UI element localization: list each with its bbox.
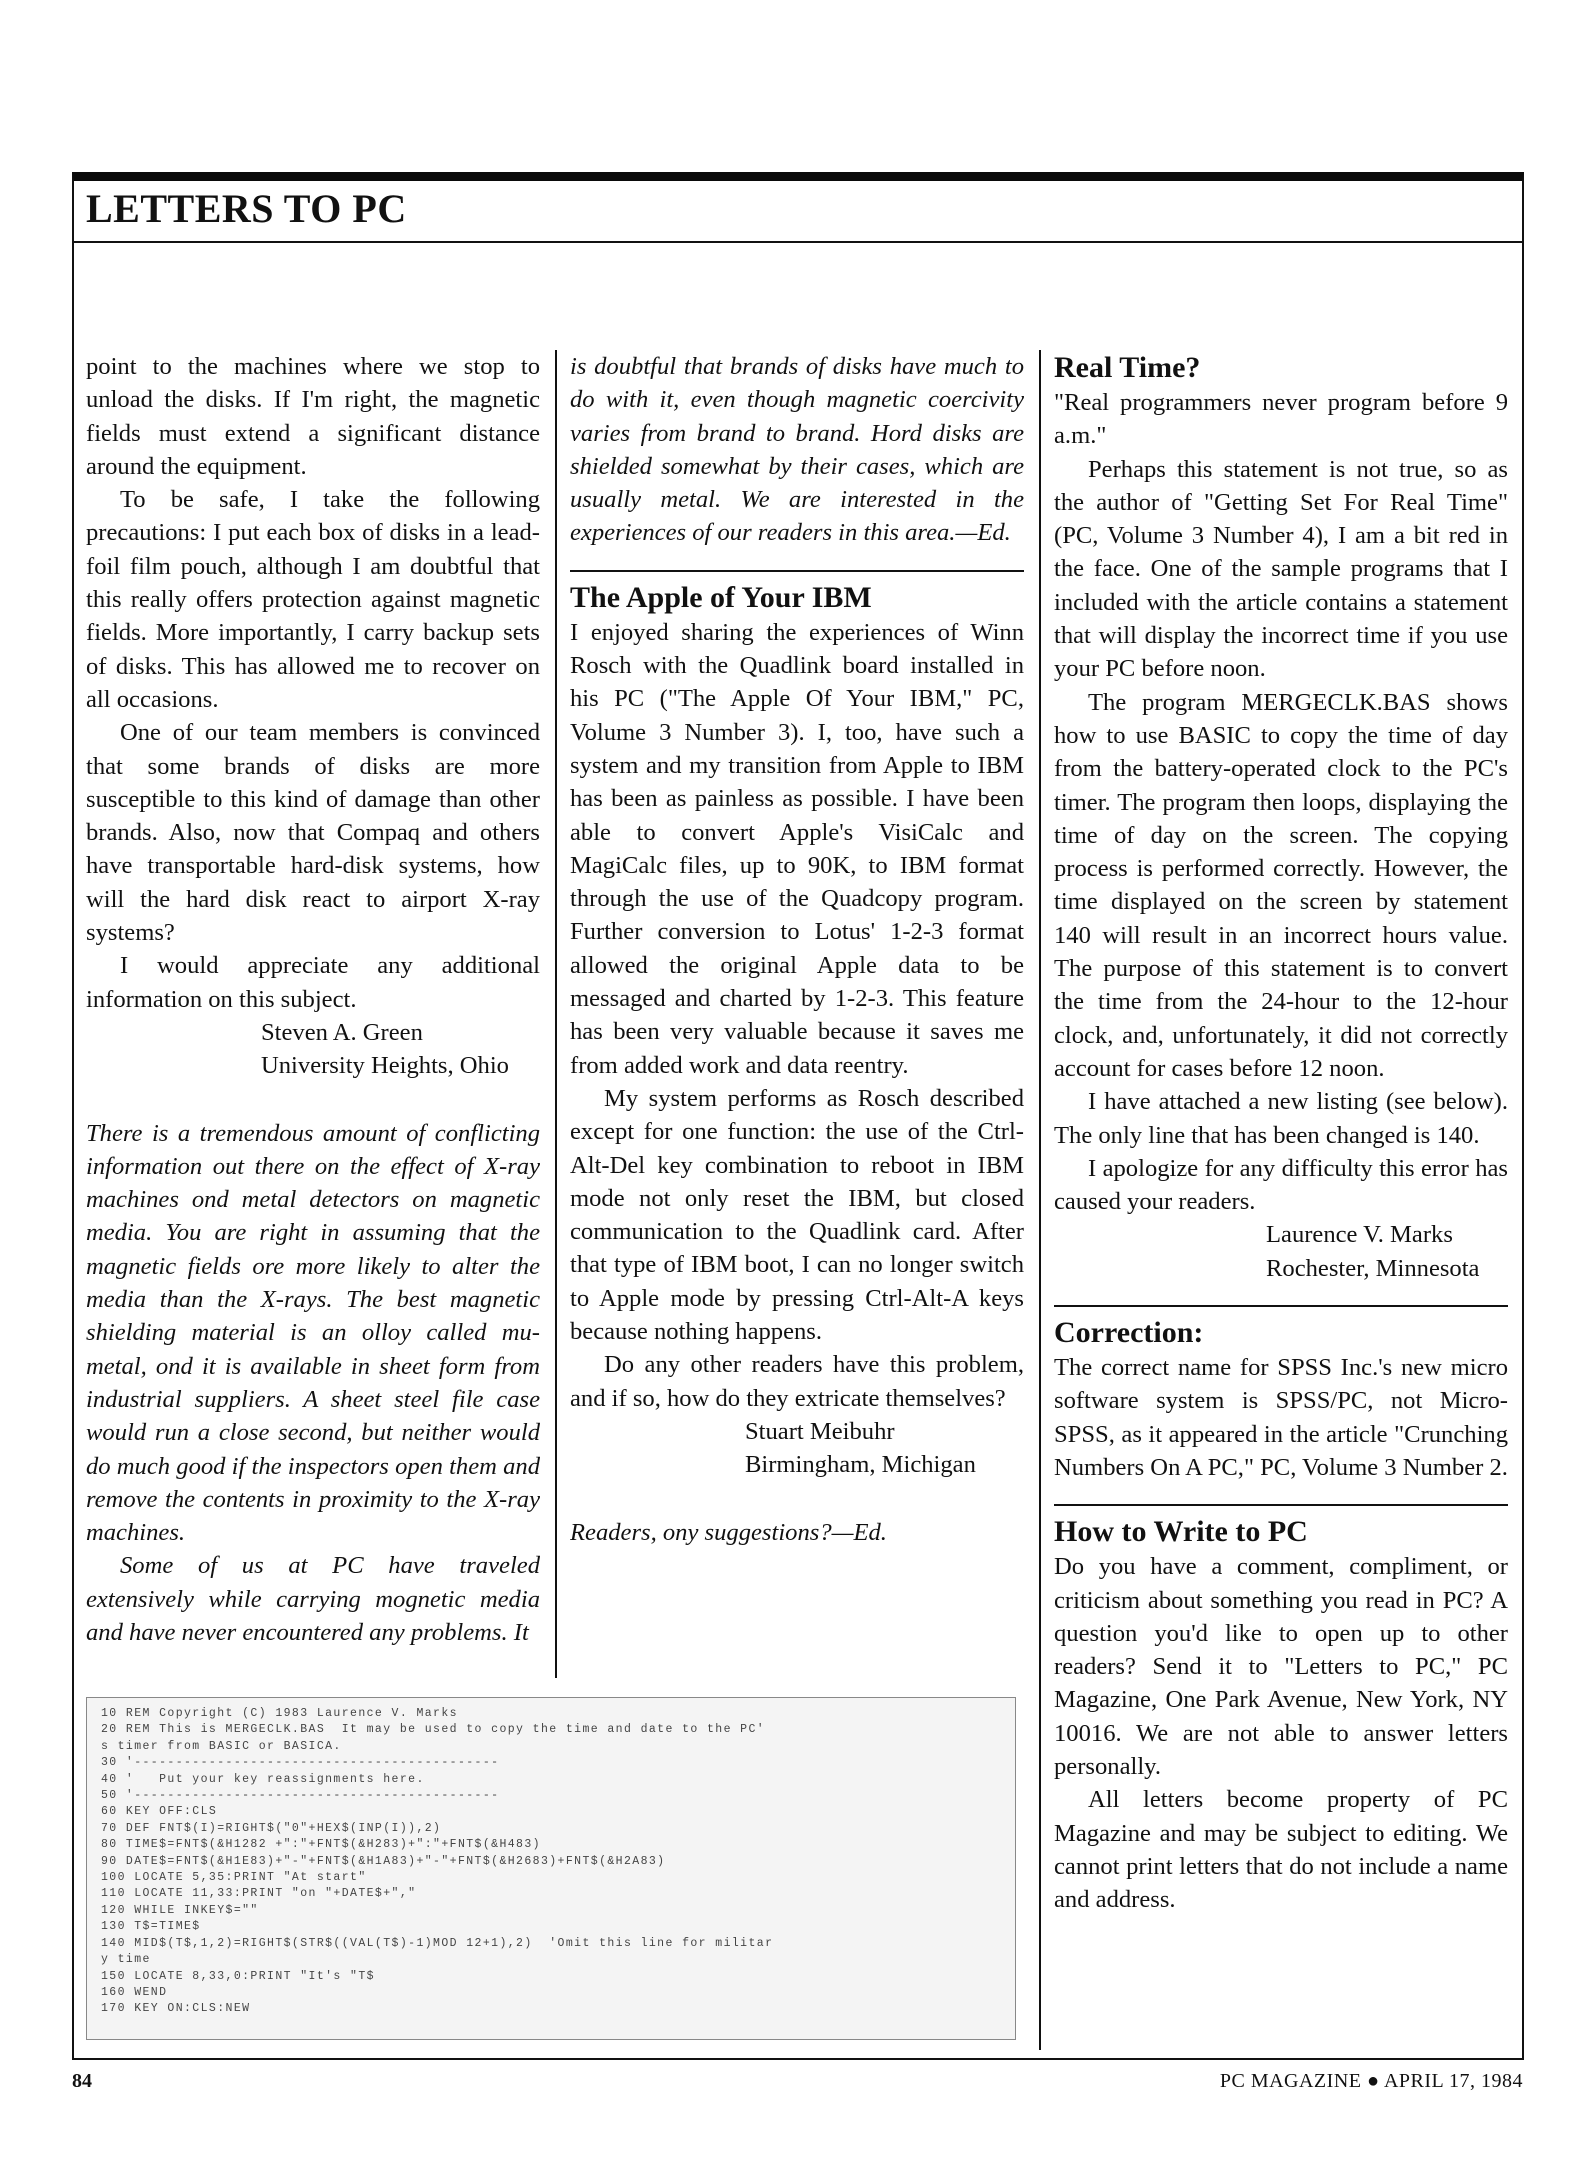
correction-heading: Correction: <box>1054 1316 1204 1350</box>
section-divider <box>570 570 1024 572</box>
listing-line: 10 REM Copyright (C) 1983 Laurence V. Marks <box>101 1707 458 1720</box>
paragraph: The program MERGECLK.BAS shows how to use BASIC to copy the time of day from the battery-operated clock to the PC's timer. The program then loops, displaying the time of day on the screen. The copying process is performed correctly. However, the time displayed on the screen by statement 140 will result in an incorrect hours value. The purpose of this statement is to convert the time from the 24-hour to the 12-hour clock, and, unfortunately, it did not correctly account for cases before 12 noon. <box>1054 688 1508 1082</box>
listing-line: 20 REM This is MERGECLK.BAS It may be used to copy the time and date to the PC' <box>101 1723 766 1737</box>
listing-line: 70 DEF FNT$(I)=RIGHT$("0"+HEX$(INP(I)),2) <box>101 1821 442 1835</box>
column-3 <box>1054 350 1508 2050</box>
paragraph: To be safe, I take the following precautions: I put each box of disks in a lead-foil film pouch, although I am doubtful that this really offers protection against magnetic fields. More importantly, I carry backup sets of disks. This has allowed me to recover on all occasions. <box>86 486 540 713</box>
editor-reply: Readers, ony suggestions?—Ed. <box>570 1518 887 1546</box>
editor-reply: There is a tremendous amount of conflicting information out there on the effect of X-ray machines ond metal detectors on magnetic media. You are right in assuming that the magnetic fields ore more likely to alter the media than the X-rays. The best magnetic shielding material is an olloy called mu-metal, ond it is available in sheet form from industrial suppliers. A sheet steel file case would run a close second, but neither would do much good if the inspectors open them and remove the contents in proximity to the X-ray machines. <box>86 1119 540 1547</box>
paragraph: Perhaps this statement is not true, so as the author of "Getting Set For Real Time" (PC, Volume 3 Number 4), I am a bit red in the face. One of the sample programs that I included with the article contains a statement that will display the incorrect time if you use your PC before noon. <box>1054 455 1508 683</box>
listing-line: 170 KEY ON:CLS:NEW <box>101 2002 251 2016</box>
section-divider <box>1054 1504 1508 1506</box>
letter-heading: The Apple of Your IBM <box>570 580 872 614</box>
paragraph: I would appreciate any additional information on this subject. <box>86 952 540 1013</box>
column-1 <box>86 350 540 1675</box>
listing-line: 60 KEY OFF:CLS <box>101 1805 218 1819</box>
how-to-write-heading: How to Write to PC <box>1054 1515 1308 1549</box>
section-header <box>72 181 1524 243</box>
paragraph: I have attached a new listing (see below). The only line that has been changed is 140. <box>1054 1088 1508 1149</box>
editor-reply: is doubtful that brands of disks have much to do with it, even though magnetic coercivity varies from brand to brand. Hord disks are shielded somewhat by their cases, which are usually metal. We are interested in the experiences of our readers in this area.—Ed. <box>570 353 1024 547</box>
listing-line: 90 DATE$=FNT$(&H1E83)+"-"+FNT$(&H1A83)+"-"+FNT$(&H2683)+FNT$(&H2A83) <box>101 1854 666 1868</box>
section-title: LETTERS TO PC <box>86 186 407 231</box>
page-number: 84 <box>72 2070 92 2092</box>
paragraph: I enjoyed sharing the experiences of Winn Rosch with the Quadlink board installed in his PC ("The Apple Of Your IBM," PC, Volume 3 Number 3). I, too, have such a system and my transition from Apple to IBM has been as painless as possible. I have been able to convert Apple's VisiCalc and MagiCalc files, up to 90K, to IBM format through the use of the Quadcopy program. Further conversion to Lotus' 1-2-3 format allowed the original Apple data to be messaged and charted by 1-2-3. This feature has been very valuable because it saves me from added work and data reentry. <box>570 618 1024 1079</box>
column-divider <box>1039 350 1041 2050</box>
paragraph: Do you have a comment, compliment, or criticism about something you read in PC? A question you'd like to open up to other readers? Send it to "Letters to PC," PC Magazine, One Park Avenue, New York, NY 10016. We are not able to answer letters personally. <box>1054 1553 1508 1780</box>
column-divider <box>555 350 557 1678</box>
program-listing <box>86 1697 1016 2040</box>
editor-reply: Some of us at PC have traveled extensively while carrying mognetic media and have never encountered any problems. It <box>86 1552 540 1646</box>
paragraph: The correct name for SPSS Inc.'s new micro software system is SPSS/PC, not Micro-SPSS, as it appeared in the article "Crunching Numbers On A PC," PC, Volume 3 Number 2. <box>1054 1354 1508 1481</box>
column-2 <box>570 350 1024 1675</box>
listing-line: s timer from BASIC or BASICA. <box>101 1739 342 1753</box>
paragraph: I apologize for any difficulty this error has caused your readers. <box>1054 1154 1508 1216</box>
paragraph: point to the machines where we stop to unload the disks. If I'm right, the magnetic fields must extend a significant distance around the equipment. <box>86 353 540 480</box>
listing-line: 80 TIME$=FNT$(&H1282 +":"+FNT$(&H283)+":"+FNT$(&H483) <box>101 1838 541 1852</box>
letter-heading: Real Time? <box>1054 351 1201 384</box>
listing-line: 100 LOCATE 5,35:PRINT "At start" <box>101 1871 367 1885</box>
signature-name: Stuart Meibuhr <box>745 1417 895 1445</box>
listing-line: 150 LOCATE 8,33,0:PRINT "It's "T$ <box>101 1969 375 1983</box>
signature-name: Steven A. Green <box>261 1018 423 1046</box>
listing-line: 40 ' Put your key reassignments here. <box>101 1772 425 1786</box>
listing-line: 30 '-------------------------------------------- <box>101 1756 500 1770</box>
listing-line: 120 WHILE INKEY$="" <box>101 1903 259 1917</box>
section-divider <box>1054 1305 1508 1307</box>
listing-line: 110 LOCATE 11,33:PRINT "on "+DATE$+"," <box>101 1887 417 1901</box>
paragraph: My system performs as Rosch described except for one function: the use of the Ctrl-Alt-Del key combination to reboot in IBM mode not only reset the IBM, but closed communication to the Quadlink card. After that type of IBM boot, I can no longer switch to Apple mode by pressing Ctrl-Alt-A keys because nothing happens. <box>570 1084 1024 1346</box>
signature-place: Rochester, Minnesota <box>1266 1254 1480 1282</box>
listing-line: 50 '-------------------------------------------- <box>101 1789 500 1803</box>
paragraph: One of our team members is convinced that some brands of disks are more susceptible to this kind of damage than other brands. Also, now that Compaq and others have transportable hard-disk systems, how will the hard disk react to airport X-ray systems? <box>86 719 540 947</box>
signature-name: Laurence V. Marks <box>1266 1221 1453 1249</box>
signature-place: Birmingham, Michigan <box>745 1451 976 1479</box>
listing-line: 130 T$=TIME$ <box>101 1920 201 1934</box>
listing-line: y time <box>101 1953 151 1967</box>
paragraph: "Real programmers never program before 9 a.m." <box>1054 389 1508 450</box>
listing-line: 140 MID$(T$,1,2)=RIGHT$(STR$((VAL(T$)-1)MOD 12+1),2) 'Omit this line for militar <box>101 1936 774 1950</box>
listing-line: 160 WEND <box>101 1985 168 1999</box>
paragraph: Do any other readers have this problem, and if so, how do they extricate themselves? <box>570 1351 1024 1412</box>
magazine-footer: PC MAGAZINE ● APRIL 17, 1984 <box>1219 2070 1523 2092</box>
paragraph: All letters become property of PC Magazine and may be subject to editing. We cannot print letters that do not include a name and address. <box>1054 1786 1508 1914</box>
signature-place: University Heights, Ohio <box>261 1052 509 1080</box>
